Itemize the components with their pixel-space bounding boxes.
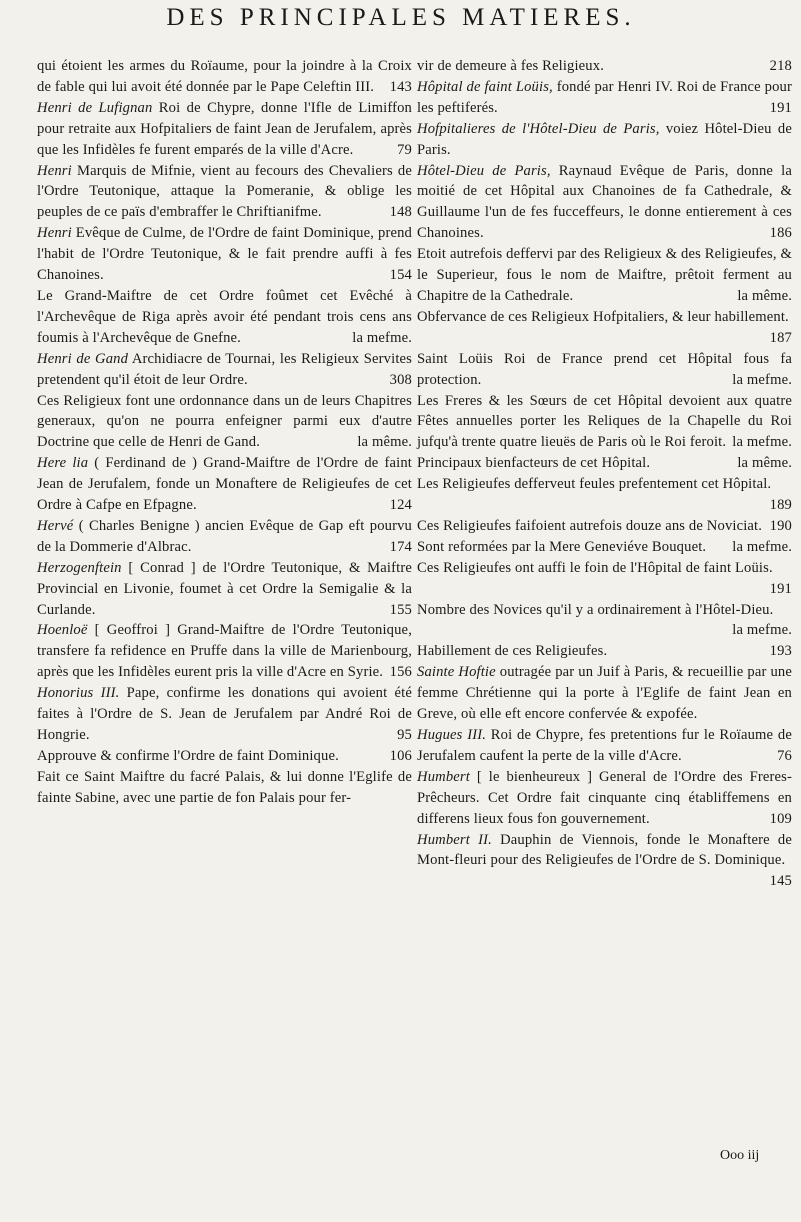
entry-heading: Henri de Lufignan <box>37 99 153 116</box>
entry-heading: Hervé <box>37 517 74 534</box>
right-column <box>417 56 792 892</box>
entry-text: Pape, confirme les donations qui avoient été faites à l'Ordre de S. Jean de Jerufalem par André Roi de Hongrie. <box>37 685 412 743</box>
page-reference: la même. <box>737 287 792 304</box>
entry-heading: Here lia <box>37 455 89 472</box>
entry-text: Saint Loüis Roi de France prend cet Hôpital fous fa protection. <box>417 350 792 388</box>
entry-text: Etoit autrefois deffervi par des Religieux & des Religieufes, & le Superieur, fous le nom de Maiftre, prêtoit ferment au Chapitre de la Cathedrale. <box>417 246 792 304</box>
entry-heading: Hoenloë <box>37 622 88 639</box>
index-entry <box>417 516 792 537</box>
page-reference: 124 <box>389 497 412 514</box>
index-entry <box>37 516 412 558</box>
page-reference: 187 <box>769 329 792 346</box>
page-reference: 308 <box>389 371 412 388</box>
entry-text: ( Charles Benigne ) ancien Evêque de Gap eft pourvu de la Dommerie d'Albrac. <box>37 517 412 555</box>
index-entry <box>37 453 412 516</box>
index-entry <box>417 56 792 77</box>
page-reference: 148 <box>389 204 412 221</box>
index-entry <box>417 600 792 642</box>
entry-heading: Herzogenftein <box>37 559 122 576</box>
entry-text: Sont reformées par la Mere Geneviéve Bouquet. <box>417 538 707 555</box>
entry-text: Roi de Chypre, donne l'Ifle de Limiffon pour retraite aux Hofpitaliers de faint Jean de Jerufalem, après que les Infidèles fe furent emparés de la ville d'Acre. <box>37 99 412 158</box>
page-reference: 186 <box>769 225 792 242</box>
index-entry <box>417 830 792 893</box>
index-entry <box>37 620 412 683</box>
index-entry <box>37 161 412 224</box>
entry-text: Nombre des Novices qu'il y a ordinairement à l'Hôtel-Dieu. <box>417 601 774 618</box>
entry-heading: Hofpitalieres de l'Hôtel-Dieu de Paris, <box>417 120 660 137</box>
page-reference: 106 <box>389 747 412 764</box>
page-reference: 218 <box>769 58 792 74</box>
index-entry <box>37 98 412 161</box>
page-reference: la mefme. <box>732 538 792 555</box>
index-entry <box>417 161 792 245</box>
index-entry <box>37 683 412 746</box>
index-entry <box>417 537 792 558</box>
index-entry <box>417 391 792 454</box>
running-head: DES PRINCIPALES MATIERES. <box>166 4 636 31</box>
entry-text: Ces Religieufes faifoient autrefois douze ans de Noviciat. <box>417 517 763 534</box>
entry-text: Ces Religieux font une ordonnance dans un de leurs Chapitres generaux, qu'on ne pourra enfeigner parmi eux d'autre Doctrine que celle de Henri de Gand. <box>37 392 412 451</box>
entry-text: Evêque de Culme, de l'Ordre de faint Dominique, prend l'habit de l'Ordre Teutonique, & le fait prendre auffi à fes Chanoines. <box>37 225 412 284</box>
page-reference: 156 <box>389 664 412 681</box>
entry-text: Principaux bienfacteurs de cet Hôpital. <box>417 455 651 472</box>
entry-text: qui étoient les armes du Roïaume, pour la joindre à la Croix de fable qui lui avoit été donnée par le Pape Celeftin III. <box>37 58 412 95</box>
index-entry <box>417 641 792 662</box>
index-entry <box>37 56 412 98</box>
index-entry <box>37 746 412 767</box>
page-reference: 190 <box>769 517 792 534</box>
entry-heading: Henri <box>37 162 72 179</box>
entry-text: Raynaud Evêque de Paris, donne la moitié de cet Hôpital aux Chanoines de fa Cathedrale, & Guillaume l'un de fes fucceffeurs, le donne entierement à ces Chanoines. <box>417 162 792 242</box>
index-entry <box>37 391 412 454</box>
entry-heading: Hugues III. <box>417 727 487 743</box>
index-entry <box>417 307 792 349</box>
page-reference: la mefme. <box>732 371 792 388</box>
page-reference: 143 <box>389 78 412 95</box>
entry-text: Obfervance de ces Religieux Hofpitaliers, & leur habillement. <box>417 308 789 325</box>
entry-heading: Henri de Gand <box>37 350 129 367</box>
entry-text: Le Grand-Maiftre de cet Ordre foûmet cet Evêché à l'Archevêque de Riga après avoir été pendant trois cens ans foumis à l'Archevêque de Gnefne. <box>37 287 412 346</box>
entry-text: Habillement de ces Religieufes. <box>417 643 608 660</box>
page-reference: la même. <box>737 455 792 472</box>
entry-text: Fait ce Saint Maiftre du facré Palais, & lui donne l'Eglife de fainte Sabine, avec une partie de fon Palais pour fer- <box>37 768 412 806</box>
entry-text: Dauphin de Viennois, fonde le Monaftere de Mont-fleuri pour des Religieufes de l'Ordre de S. Dominique. <box>417 831 792 869</box>
entry-text: [ Geoffroi ] Grand-Maiftre de l'Ordre Teutonique, transfere fa refidence en Pruffe dans la ville de Marienbourg, après que les Infidèles eurent pris la ville d'Acre en Syrie. <box>37 622 412 681</box>
entry-text: ( Ferdinand de ) Grand-Maiftre de l'Ordre de faint Jean de Jerufalem, fonde un Monaftere de Religieufes de cet Ordre à Cafpe en Efpagne. <box>37 455 412 514</box>
entry-heading: Honorius III. <box>37 685 120 702</box>
index-entry <box>37 767 412 809</box>
index-entry <box>417 453 792 474</box>
entry-text: [ Conrad ] de l'Ordre Teutonique, & Maiftre Provincial en Livonie, foumet à cet Ordre la Semigalie & la Curlande. <box>37 559 412 618</box>
page-reference: la mefme. <box>732 434 792 451</box>
index-entry <box>37 558 412 621</box>
entry-heading: Humbert <box>417 768 470 785</box>
page-reference: 174 <box>389 538 412 555</box>
index-entry <box>417 119 792 161</box>
page-reference: 155 <box>389 601 412 618</box>
entry-text: outragée par un Juif à Paris, & recueillie par une femme Chrétienne qui la porte à l'Eglife de faint Jean en Greve, où elle eft encore confervée & expofée. <box>417 664 792 723</box>
page-reference: la mefme. <box>732 622 792 639</box>
entry-text: Les Freres & les Sœurs de cet Hôpital devoient aux quatre Fêtes annuelles porter les Reliques de la Chapelle du Roi jufqu'à trente quatre lieuës de Paris où le Roi feroit. <box>417 392 792 451</box>
index-entry <box>417 474 792 516</box>
index-entry <box>37 349 412 391</box>
entry-text: fondé par Henri IV. Roi de France pour les peftiferés. <box>417 78 792 116</box>
index-entry <box>37 286 412 349</box>
page-reference: 193 <box>769 643 792 660</box>
page-reference: 154 <box>389 267 412 284</box>
page-reference: 189 <box>769 497 792 514</box>
entry-heading: Hôpital de faint Loüis, <box>417 78 553 95</box>
entry-text: Roi de Chypre, fes pretentions fur le Roïaume de Jerufalem caufent la perte de la ville d'Acre. <box>417 727 792 764</box>
index-entry <box>417 349 792 391</box>
entry-heading: Sainte Hoftie <box>417 664 496 681</box>
page-reference: 79 <box>397 141 412 158</box>
entry-text: voiez Hôtel-Dieu de Paris. <box>417 120 792 158</box>
signature-mark: Ooo iij <box>720 1148 760 1163</box>
page-reference: 95 <box>397 727 412 743</box>
page-reference: 109 <box>769 810 792 827</box>
index-entry <box>417 725 792 767</box>
entry-text: Approuve & confirme l'Ordre de faint Dominique. <box>37 747 339 764</box>
index-entry <box>417 767 792 830</box>
entry-heading: Humbert II. <box>417 831 492 848</box>
entry-text: Les Religieufes defferveut feules prefentement cet Hôpital. <box>417 476 772 493</box>
entry-text: Archidiacre de Tournai, les Religieux Servites pretendent qu'il étoit de leur Ordre. <box>37 350 412 388</box>
left-column <box>37 56 412 809</box>
page-reference: la mefme. <box>352 329 412 346</box>
index-entry <box>417 77 792 119</box>
page-reference: 145 <box>769 873 792 890</box>
entry-text: Ces Religieufes ont auffi le foin de l'Hôpital de faint Loüis. <box>417 559 773 576</box>
page-reference: 191 <box>769 99 792 116</box>
index-entry <box>37 223 412 286</box>
entry-heading: Henri <box>37 225 72 242</box>
entry-heading: Hôtel-Dieu de Paris, <box>417 162 551 179</box>
page-reference: la même. <box>357 434 412 451</box>
index-entry <box>417 244 792 307</box>
page-reference: 76 <box>777 747 792 764</box>
entry-text: Marquis de Mifnie, vient au fecours des Chevaliers de l'Ordre Teutonique, attaque la Pomeranie, & oblige les peuples de ce païs d'embraffer le Chriftianifme. <box>37 162 412 221</box>
entry-text: vir de demeure à fes Religieux. <box>417 58 605 74</box>
entry-text: [ le bienheureux ] General de l'Ordre des Freres-Prêcheurs. Cet Ordre fait cinquante cinq établiffemens en differens lieux fous fon gouvernement. <box>417 768 792 827</box>
page-reference: 191 <box>769 580 792 597</box>
index-entry <box>417 558 792 600</box>
index-entry <box>417 662 792 725</box>
